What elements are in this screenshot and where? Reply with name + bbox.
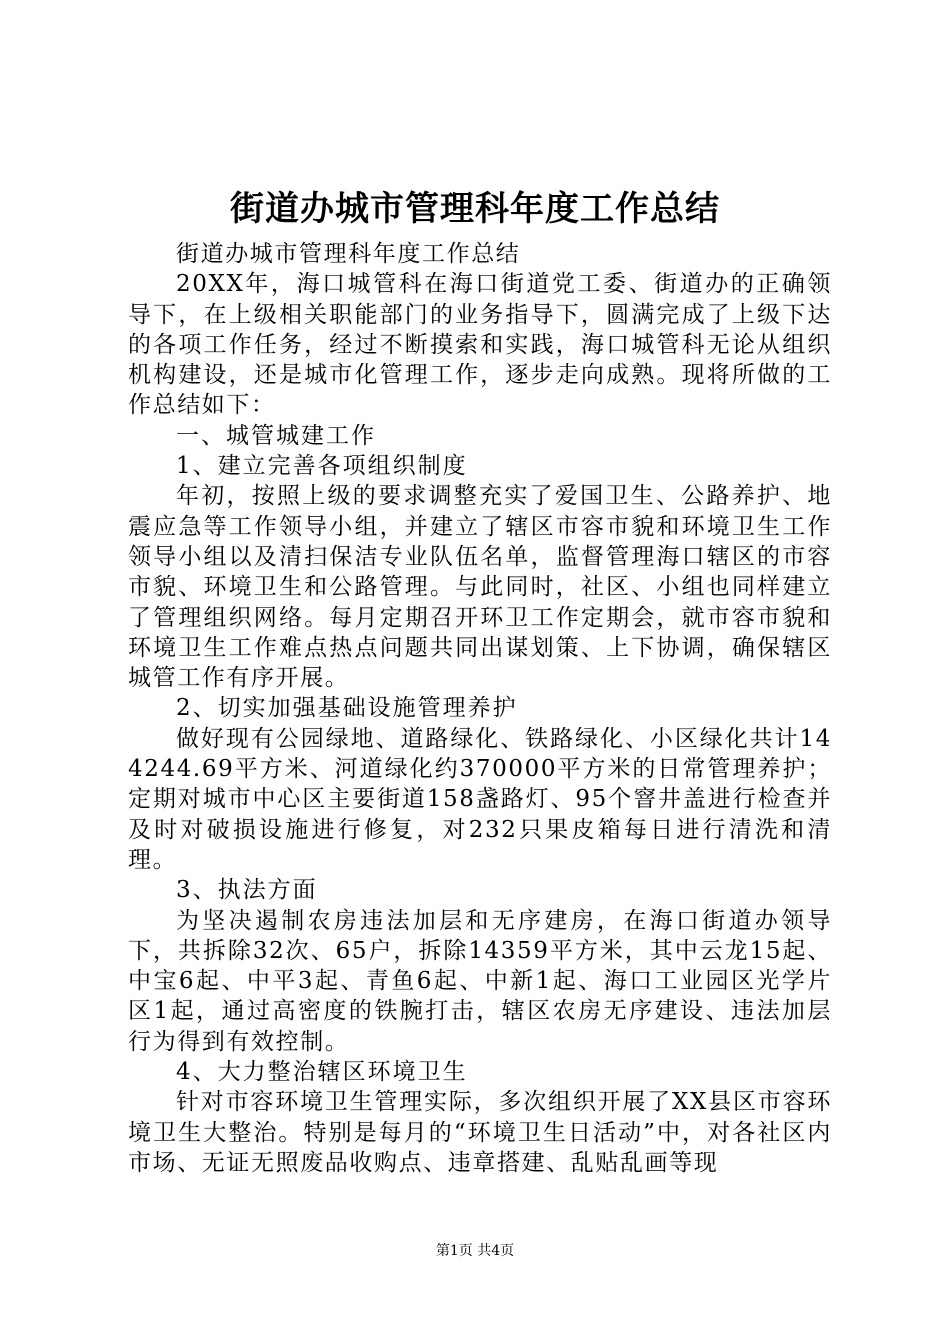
subsection-heading-2: 2、切实加强基础设施管理养护 bbox=[176, 695, 518, 722]
subsection-heading-4: 4、大力整治辖区环境卫生 bbox=[176, 1059, 468, 1086]
paragraph-intro: 20XX年，海口城管科在海口街道党工委、街道办的正确领导下，在上级相关职能部门的业务指导下，圆满完成了上级下达的各项工作任务，经过不断摸索和实践，海口城管科无论从组织机构建设，还是城市化管理工作，逐步走向成熟。现将所做的工作总结如下： bbox=[128, 271, 832, 419]
subsection-heading-3: 3、执法方面 bbox=[176, 877, 318, 904]
paragraph-enforcement: 为坚决遏制农房违法加层和无序建房，在海口街道办领导下，共拆除32次、65户，拆除14359平方米，其中云龙15起、中宝6起、中平3起、青鱼6起、中新1起、海口工业园区光学片区1起，通过高密度的铁腕打击，辖区农房无序建设、违法加层行为得到有效控制。 bbox=[128, 907, 832, 1055]
section-heading-1: 一、城管城建工作 bbox=[176, 422, 376, 449]
document-title: 街道办城市管理科年度工作总结 bbox=[230, 189, 720, 229]
page-footer: 第1页 共4页 bbox=[435, 1243, 515, 1259]
paragraph-subtitle: 街道办城市管理科年度工作总结 bbox=[176, 241, 521, 267]
document-body bbox=[128, 239, 832, 1178]
subsection-heading-1: 1、建立完善各项组织制度 bbox=[176, 453, 468, 480]
paragraph-sanitation: 针对市容环境卫生管理实际，多次组织开展了XX县区市容环境卫生大整治。特别是每月的“环境卫生日活动”中，对各社区内市场、无证无照废品收购点、违章搭建、乱贴乱画等现 bbox=[128, 1089, 832, 1176]
paragraph-organization: 年初，按照上级的要求调整充实了爱国卫生、公路养护、地震应急等工作领导小组，并建立了辖区市容市貌和环境卫生工作领导小组以及清扫保洁专业队伍名单，监督管理海口辖区的市容市貌、环境卫生和公路管理。与此同时，社区、小组也同样建立了管理组织网络。每月定期召开环卫工作定期会，就市容市貌和环境卫生工作难点热点问题共同出谋划策、上下协调，确保辖区城管工作有序开展。 bbox=[128, 483, 832, 692]
paragraph-infrastructure: 做好现有公园绿地、道路绿化、铁路绿化、小区绿化共计144244.69平方米、河道绿化约370000平方米的日常管理养护；定期对城市中心区主要街道158盏路灯、95个窨井盖进行检查并及时对破损设施进行修复，对232只果皮箱每日进行清洗和清理。 bbox=[128, 725, 832, 873]
